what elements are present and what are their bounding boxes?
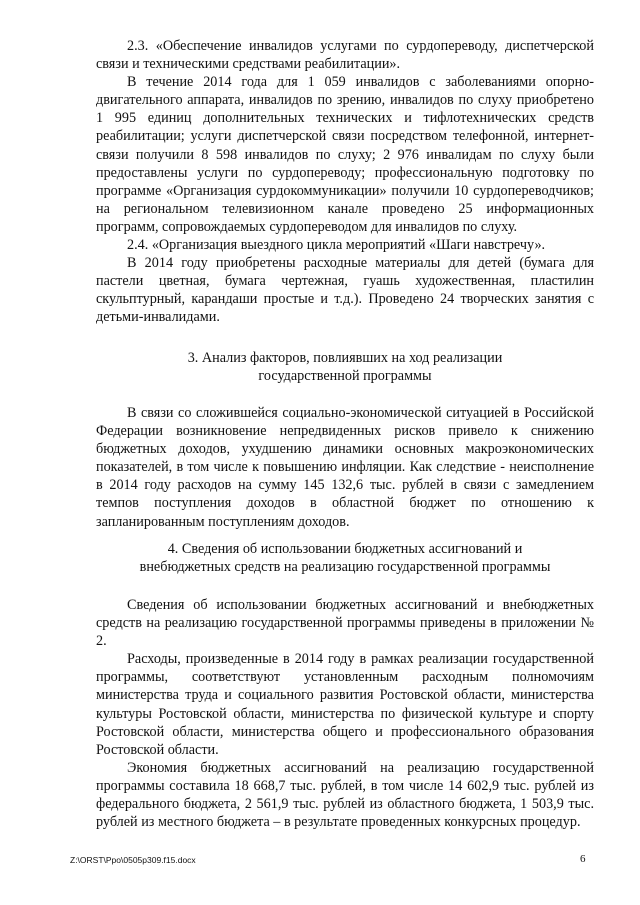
section-4-heading-line-2: внебюджетных средств на реализацию государственной программы (139, 559, 551, 576)
section-4-paragraph-2: Расходы, произведенные в 2014 году в рамках реализации государственной программы, соответствуют установленным расходным полномочиям министерства труда и социального развития Ростовской области, министерства культуры Ростовской области, министерства по физической культуре и спорту Ростовской области, министерства общего и профессионального образования Ростовской области. (96, 651, 594, 758)
section-2-4-text: В 2014 году приобретены расходные материалы для детей (бумага для пастели цветная, бумага чертежная, гуашь художественная, пластилин скульптурный, карандаши простые и т.д.). Проведено 24 творческих занятия с детьми-инвалидами. (96, 255, 594, 326)
section-2-3-text: В течение 2014 года для 1 059 инвалидов с заболеваниями опорно-двигательного аппарата, инвалидов по зрению, инвалидов по слуху приобретено 1 995 единиц дополнительных технических и тифлотехнических средств реабилитации; услуги диспетчерской связи посредством телефонной, интернет-связи получили 8 598 инвалидов по слуху; 2 976 инвалидам по слуху были предоставлены услуги по сурдопереводу; профессиональную подготовку по программе «Организация сурдокоммуникации» получили 10 сурдопереводчиков; на региональном телевизионном канале проведено 25 информационных программ, сопровождаемых сурдопереводом для инвалидов по слуху. (96, 74, 594, 235)
section-3-heading-line-1: 3. Анализ факторов, повлиявших на ход реализации (187, 350, 503, 366)
section-3-heading-line-2: государственной программы (258, 368, 432, 385)
section-2-3-title: 2.3. «Обеспечение инвалидов услугами по сурдопереводу, диспетчерской связи и техническими средствами реабилитации». (96, 38, 594, 73)
section-4-heading-line-1: 4. Сведения об использовании бюджетных ассигнований и (167, 541, 523, 557)
section-3-text: В связи со сложившейся социально-экономической ситуацией в Российской Федерации возникновение непредвиденных рисков привело к снижению бюджетных доходов, ухудшению динамики основных макроэкономических показателей, в том числе к повышению инфляции. Как следствие - неисполнение в 2014 году расходов на сумму 145 132,6 тыс. рублей в связи с замедлением темпов поступления доходов в областной бюджет по отношению к запланированным поступлениям доходов. (96, 405, 594, 530)
section-4-paragraph-1: Сведения об использовании бюджетных ассигнований и внебюджетных средств на реализацию государственной программы приведены в приложении № 2. (96, 597, 594, 650)
page-number: 6 (580, 853, 586, 865)
section-4-body (96, 596, 594, 831)
section-3-body (96, 404, 594, 531)
footer-file-path: Z:\ORST\Ppo\0505p309.f15.docx (70, 855, 196, 865)
section-3-heading (96, 349, 594, 385)
section-2-3 (96, 37, 594, 327)
section-4-heading (96, 540, 594, 576)
section-4-paragraph-3: Экономия бюджетных ассигнований на реализацию государственной программы составила 18 668,7 тыс. рублей, в том числе 14 602,9 тыс. рублей из федерального бюджета, 2 561,9 тыс. рублей из областного бюджета, 1 503,9 тыс. рублей из местного бюджета – в результате проведенных конкурсных процедур. (96, 759, 594, 831)
section-2-4-title: 2.4. «Организация выездного цикла мероприятий «Шаги навстречу». (127, 237, 546, 254)
